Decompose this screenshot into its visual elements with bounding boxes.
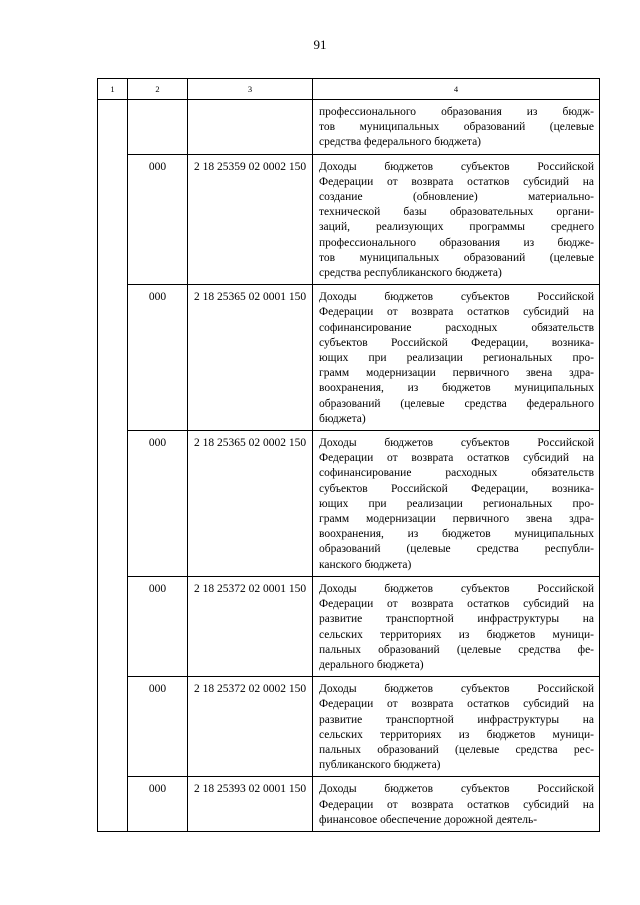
description-line: финансовое обеспечение дорожной деятель- <box>319 813 538 826</box>
description-line: Доходы бюджетов субъектов Российской <box>319 783 594 796</box>
description-line: Федерации от возврата остатков субсидий на <box>319 798 594 811</box>
description-line: Федерации от возврата остатков субсидий на <box>319 698 594 711</box>
description-line: тов муниципальных образований (целевые <box>319 251 594 264</box>
description-line: софинансирование расходных обязательств <box>319 321 594 334</box>
table-row <box>98 285 600 431</box>
cell-description <box>313 677 600 777</box>
header-col-1: 1 <box>98 79 128 100</box>
description-line: Доходы бюджетов субъектов Российской <box>319 160 594 173</box>
description-line: дерального бюджета) <box>319 658 424 671</box>
description-line: бюджета) <box>319 412 366 425</box>
description-line: средства федерального бюджета) <box>319 136 482 149</box>
table-body <box>98 100 600 832</box>
description-line: субъектов Российской Федерации, возника- <box>319 482 594 495</box>
description-line: грамм модернизации первичного звена здра- <box>319 367 594 380</box>
cell-budget-code: 2 18 25359 02 0002 150 <box>188 154 313 285</box>
description-line: воохранения, из бюджетов муниципальных <box>319 382 594 395</box>
cell-admin-code: 000 <box>128 777 188 832</box>
table-header-row <box>98 79 600 100</box>
description-line: софинансирование расходных обязательств <box>319 467 594 480</box>
table-row <box>98 777 600 832</box>
cell-budget-code: 2 18 25372 02 0001 150 <box>188 576 313 676</box>
cell-description <box>313 777 600 832</box>
description-line: Доходы бюджетов субъектов Российской <box>319 291 594 304</box>
table-row <box>98 154 600 285</box>
description-line: Доходы бюджетов субъектов Российской <box>319 437 594 450</box>
table-row <box>98 431 600 577</box>
cell-admin-code <box>128 100 188 155</box>
description-line: канского бюджета) <box>319 558 412 571</box>
description-line: Федерации от возврата остатков субсидий на <box>319 452 594 465</box>
description-line: заций, реализующих программы среднего <box>319 221 594 234</box>
cell-description <box>313 285 600 431</box>
description-line: развитие транспортной инфраструктуры на <box>319 613 594 626</box>
description-line: воохранения, из бюджетов муниципальных <box>319 528 594 541</box>
description-line: ющих при реализации региональных про- <box>319 497 594 510</box>
cell-admin-code: 000 <box>128 431 188 577</box>
page-number: 91 <box>313 37 327 52</box>
description-line: Доходы бюджетов субъектов Российской <box>319 582 594 595</box>
cell-budget-code <box>188 100 313 155</box>
cell-description <box>313 154 600 285</box>
cell-budget-code: 2 18 25393 02 0001 150 <box>188 777 313 832</box>
description-line: Федерации от возврата остатков субсидий на <box>319 306 594 319</box>
cell-admin-code: 000 <box>128 576 188 676</box>
description-line: средства республиканского бюджета) <box>319 267 502 280</box>
description-line: тов муниципальных образований (целевые <box>319 121 594 134</box>
description-line: пальных образований (целевые средства рес- <box>319 743 594 756</box>
cell-description <box>313 431 600 577</box>
cell-admin-code: 000 <box>128 154 188 285</box>
description-line: грамм модернизации первичного звена здра- <box>319 513 594 526</box>
header-col-3: 3 <box>188 79 313 100</box>
description-line: создание (обновление) материально- <box>319 191 594 204</box>
description-line: Федерации от возврата остатков субсидий на <box>319 598 594 611</box>
description-line: образований (целевые средства федерального <box>319 397 594 410</box>
description-line: Федерации от возврата остатков субсидий на <box>319 175 594 188</box>
description-line: профессионального образования из бюдже- <box>319 236 594 249</box>
description-line: технической базы образовательных органи- <box>319 206 594 219</box>
header-col-4: 4 <box>313 79 600 100</box>
cell-budget-code: 2 18 25365 02 0002 150 <box>188 431 313 577</box>
cell-description <box>313 576 600 676</box>
table-row <box>98 100 600 155</box>
description-line: сельских территориях из бюджетов муници- <box>319 628 594 641</box>
cell-admin-code: 000 <box>128 677 188 777</box>
table-row <box>98 677 600 777</box>
cell-budget-code: 2 18 25365 02 0001 150 <box>188 285 313 431</box>
description-line: публиканского бюджета) <box>319 759 441 772</box>
description-line: ющих при реализации региональных про- <box>319 352 594 365</box>
description-line: Доходы бюджетов субъектов Российской <box>319 683 594 696</box>
header-col-2: 2 <box>128 79 188 100</box>
cell-budget-code: 2 18 25372 02 0002 150 <box>188 677 313 777</box>
cell-col-1 <box>98 100 128 832</box>
table-row <box>98 576 600 676</box>
description-line: профессионального образования из бюдж- <box>319 106 594 118</box>
description-line: образований (целевые средства республи- <box>319 543 594 556</box>
description-line: сельских территориях из бюджетов муници- <box>319 728 594 741</box>
description-line: субъектов Российской Федерации, возника- <box>319 336 594 349</box>
budget-codes-table <box>97 78 600 832</box>
cell-description <box>313 100 600 155</box>
cell-admin-code: 000 <box>128 285 188 431</box>
description-line: пальных образований (целевые средства фе- <box>319 643 594 656</box>
description-line: развитие транспортной инфраструктуры на <box>319 713 594 726</box>
